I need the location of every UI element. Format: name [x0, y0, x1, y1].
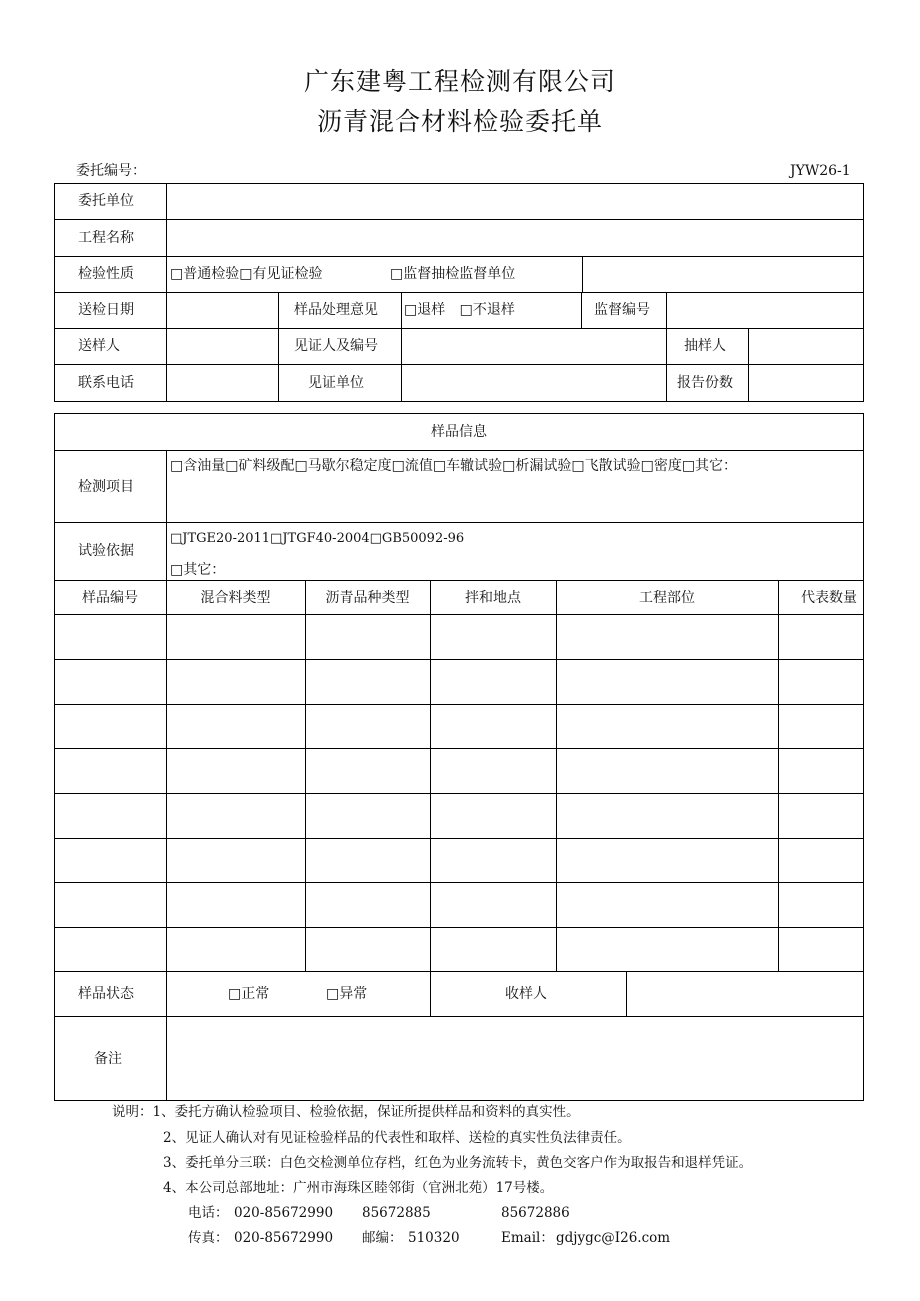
- supervision-option[interactable]: □监督抽检监督单位: [390, 266, 516, 282]
- note-3: 3、委托单分三联：白色交检测单位存档，红色为业务流转卡，黄色交客户作为取报告和退样凭证。: [163, 1155, 753, 1171]
- test-basis-label: 试验依据: [78, 543, 134, 559]
- report-copies-label: 报告份数: [677, 375, 733, 391]
- test-basis-other[interactable]: □其它：: [170, 562, 226, 578]
- test-items-label: 检测项目: [78, 479, 134, 495]
- status-normal-option[interactable]: □正常: [228, 986, 270, 1002]
- sample-info-title: 样品信息: [431, 424, 487, 440]
- receiver-label: 收样人: [505, 986, 547, 1002]
- email-label: Email：: [501, 1230, 554, 1246]
- witness-label: 见证人及编号: [294, 338, 378, 354]
- col-mixing-location: 拌和地点: [465, 590, 521, 606]
- sampler-label: 抽样人: [684, 338, 726, 354]
- phone-label-note: 电话：: [188, 1205, 229, 1221]
- col-mix-type: 混合料类型: [200, 590, 271, 606]
- sample-handling-label: 样品处理意见: [294, 302, 378, 318]
- postcode-label: 邮编：: [362, 1230, 403, 1246]
- note-1: 说明：1、委托方确认检验项目、检验依据，保证所提供样品和资料的真实性。: [112, 1104, 580, 1120]
- note-4: 4、本公司总部地址：广州市海珠区睦邻街（官洲北苑）17号楼。: [163, 1180, 554, 1196]
- client-unit-label: 委托单位: [78, 193, 134, 209]
- phone-2: 85672885: [362, 1205, 431, 1221]
- postcode: 510320: [408, 1230, 460, 1246]
- company-name: 广东建粤工程检测有限公司: [303, 67, 616, 96]
- inspection-nature-label: 检验性质: [78, 266, 134, 282]
- sender-label: 送样人: [78, 338, 120, 354]
- witness-unit-label: 见证单位: [308, 375, 364, 391]
- project-name-label: 工程名称: [78, 230, 134, 246]
- email: gdjygc@I26.com: [556, 1230, 671, 1246]
- form-title: 沥青混合材料检验委托单: [316, 107, 603, 136]
- inspection-nature-options[interactable]: □普通检验□有见证检验: [170, 266, 323, 282]
- phone-1: 020-85672990: [234, 1205, 334, 1221]
- status-abnormal-option[interactable]: □异常: [326, 986, 368, 1002]
- test-items-options[interactable]: □含油量□矿料级配□马歇尔稳定度□流值□车辙试验□析漏试验□飞散试验□密度□其它：: [170, 458, 738, 474]
- phone-label: 联系电话: [78, 375, 134, 391]
- sample-status-label: 样品状态: [78, 986, 134, 1002]
- phone-3: 85672886: [501, 1205, 570, 1221]
- col-sample-no: 样品编号: [82, 590, 138, 606]
- sample-handling-options[interactable]: □退样 □不退样: [404, 302, 515, 318]
- col-quantity: 代表数量: [801, 590, 857, 606]
- note-2: 2、见证人确认对有见证检验样品的代表性和取样、送检的真实性负法律责任。: [163, 1130, 631, 1146]
- test-basis-options[interactable]: □JTGE20-2011□JTGF40-2004□GB50092-96: [170, 531, 465, 546]
- fax-label: 传真：: [188, 1230, 229, 1246]
- supervision-no-label: 监督编号: [594, 302, 650, 318]
- remarks-label: 备注: [94, 1051, 122, 1067]
- col-project-part: 工程部位: [639, 590, 695, 606]
- col-asphalt-type: 沥青品种类型: [325, 590, 410, 606]
- entrust-no-label: 委托编号：: [76, 163, 146, 179]
- form-code: JYW26-1: [790, 163, 851, 179]
- inspection-date-label: 送检日期: [78, 302, 134, 318]
- fax-number: 020-85672990: [234, 1230, 334, 1246]
